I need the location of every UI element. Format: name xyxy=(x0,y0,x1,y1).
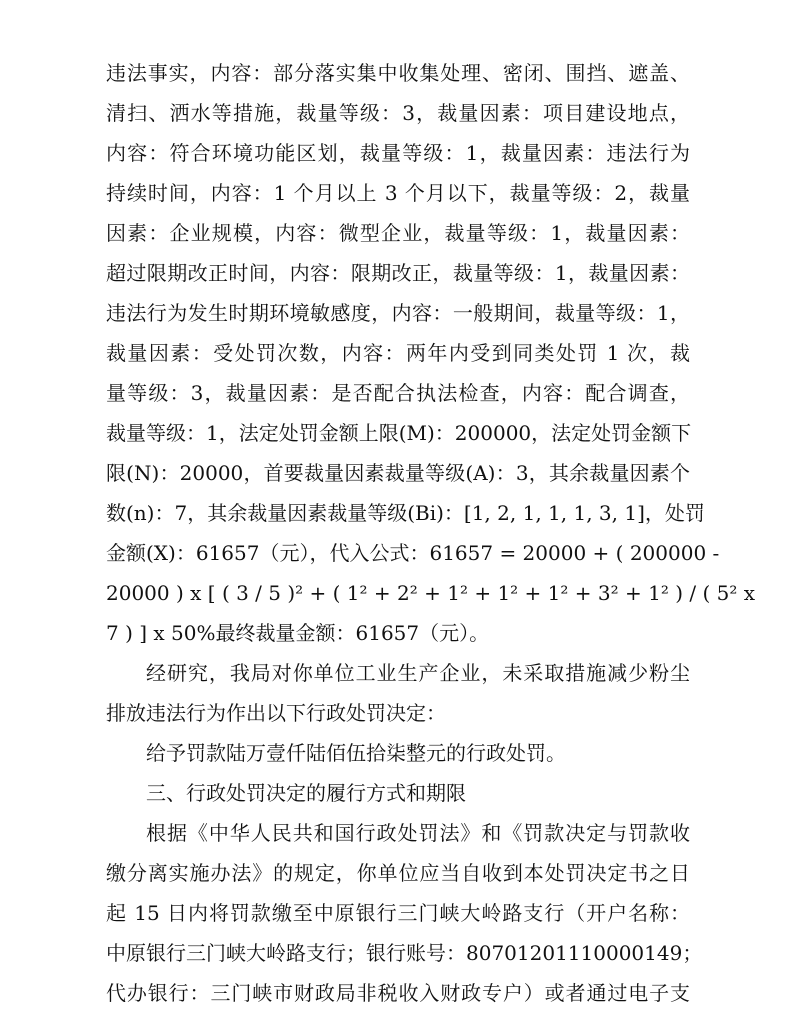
text-line-3: 内容：符合环境功能区划，裁量等级：1，裁量因素：违法行为 xyxy=(106,141,690,165)
text-line-2: 清扫、洒水等措施，裁量等级：3，裁量因素：项目建设地点， xyxy=(106,101,690,125)
section-heading: 三、行政处罚决定的履行方式和期限 xyxy=(146,781,466,805)
text-line-21: 缴分离实施办法》的规定，你单位应当自收到本处罚决定书之日 xyxy=(106,861,690,885)
text-line-24: 代办银行：三门峡市财政局非税收入财政专户）或者通过电子支 xyxy=(106,981,690,1005)
text-line-5: 因素：企业规模，内容：微型企业，裁量等级：1，裁量因素： xyxy=(106,221,690,245)
text-line-14: 20000 ) x [ ( 3 / 5 )² + ( 1² + 2² + 1² + 1² + 1² + 3² + 1² ) / ( 5² x xyxy=(106,581,755,605)
text-line-15: 7 ) ] x 50%最终裁量金额：61657（元）。 xyxy=(106,621,490,645)
text-line-10: 裁量等级：1，法定处罚金额上限(M)：200000，法定处罚金额下 xyxy=(106,421,692,445)
text-line-9: 量等级：3，裁量因素：是否配合执法检查，内容：配合调查， xyxy=(106,381,690,405)
text-line-17: 排放违法行为作出以下行政处罚决定： xyxy=(106,701,446,725)
text-line-23: 中原银行三门峡大岭路支行；银行账号：80701201110000149； xyxy=(106,941,703,965)
text-line-11: 限(N)：20000，首要裁量因素裁量等级(A)：3，其余裁量因素个 xyxy=(106,461,690,485)
text-line-1: 违法事实，内容：部分落实集中收集处理、密闭、围挡、遮盖、 xyxy=(106,61,690,85)
text-line-6: 超过限期改正时间，内容：限期改正，裁量等级：1，裁量因素： xyxy=(106,261,690,285)
text-line-12: 数(n)：7，其余裁量因素裁量等级(Bi)：[1, 2, 1, 1, 1, 3, 1]，处罚 xyxy=(106,501,705,525)
text-line-4: 持续时间，内容：1 个月以上 3 个月以下，裁量等级：2，裁量 xyxy=(106,181,690,205)
text-line-8: 裁量因素：受处罚次数，内容：两年内受到同类处罚 1 次，裁 xyxy=(106,341,690,365)
text-line-22: 起 15 日内将罚款缴至中原银行三门峡大岭路支行（开户名称： xyxy=(106,901,690,925)
penalty-decision-text: 给予罚款陆万壹仟陆佰伍拾柒整元的行政处罚。 xyxy=(146,741,566,765)
text-line-7: 违法行为发生时期环境敏感度，内容：一般期间，裁量等级：1， xyxy=(106,301,690,325)
paragraph-legal-basis: 根据《中华人民共和国行政处罚法》和《罚款决定与罚款收 xyxy=(146,821,690,845)
paragraph-decision-intro: 经研究，我局对你单位工业生产企业，未采取措施减少粉尘 xyxy=(146,661,690,685)
text-line-13: 金额(X)：61657（元），代入公式：61657 = 20000 + ( 200000 - xyxy=(106,541,720,565)
